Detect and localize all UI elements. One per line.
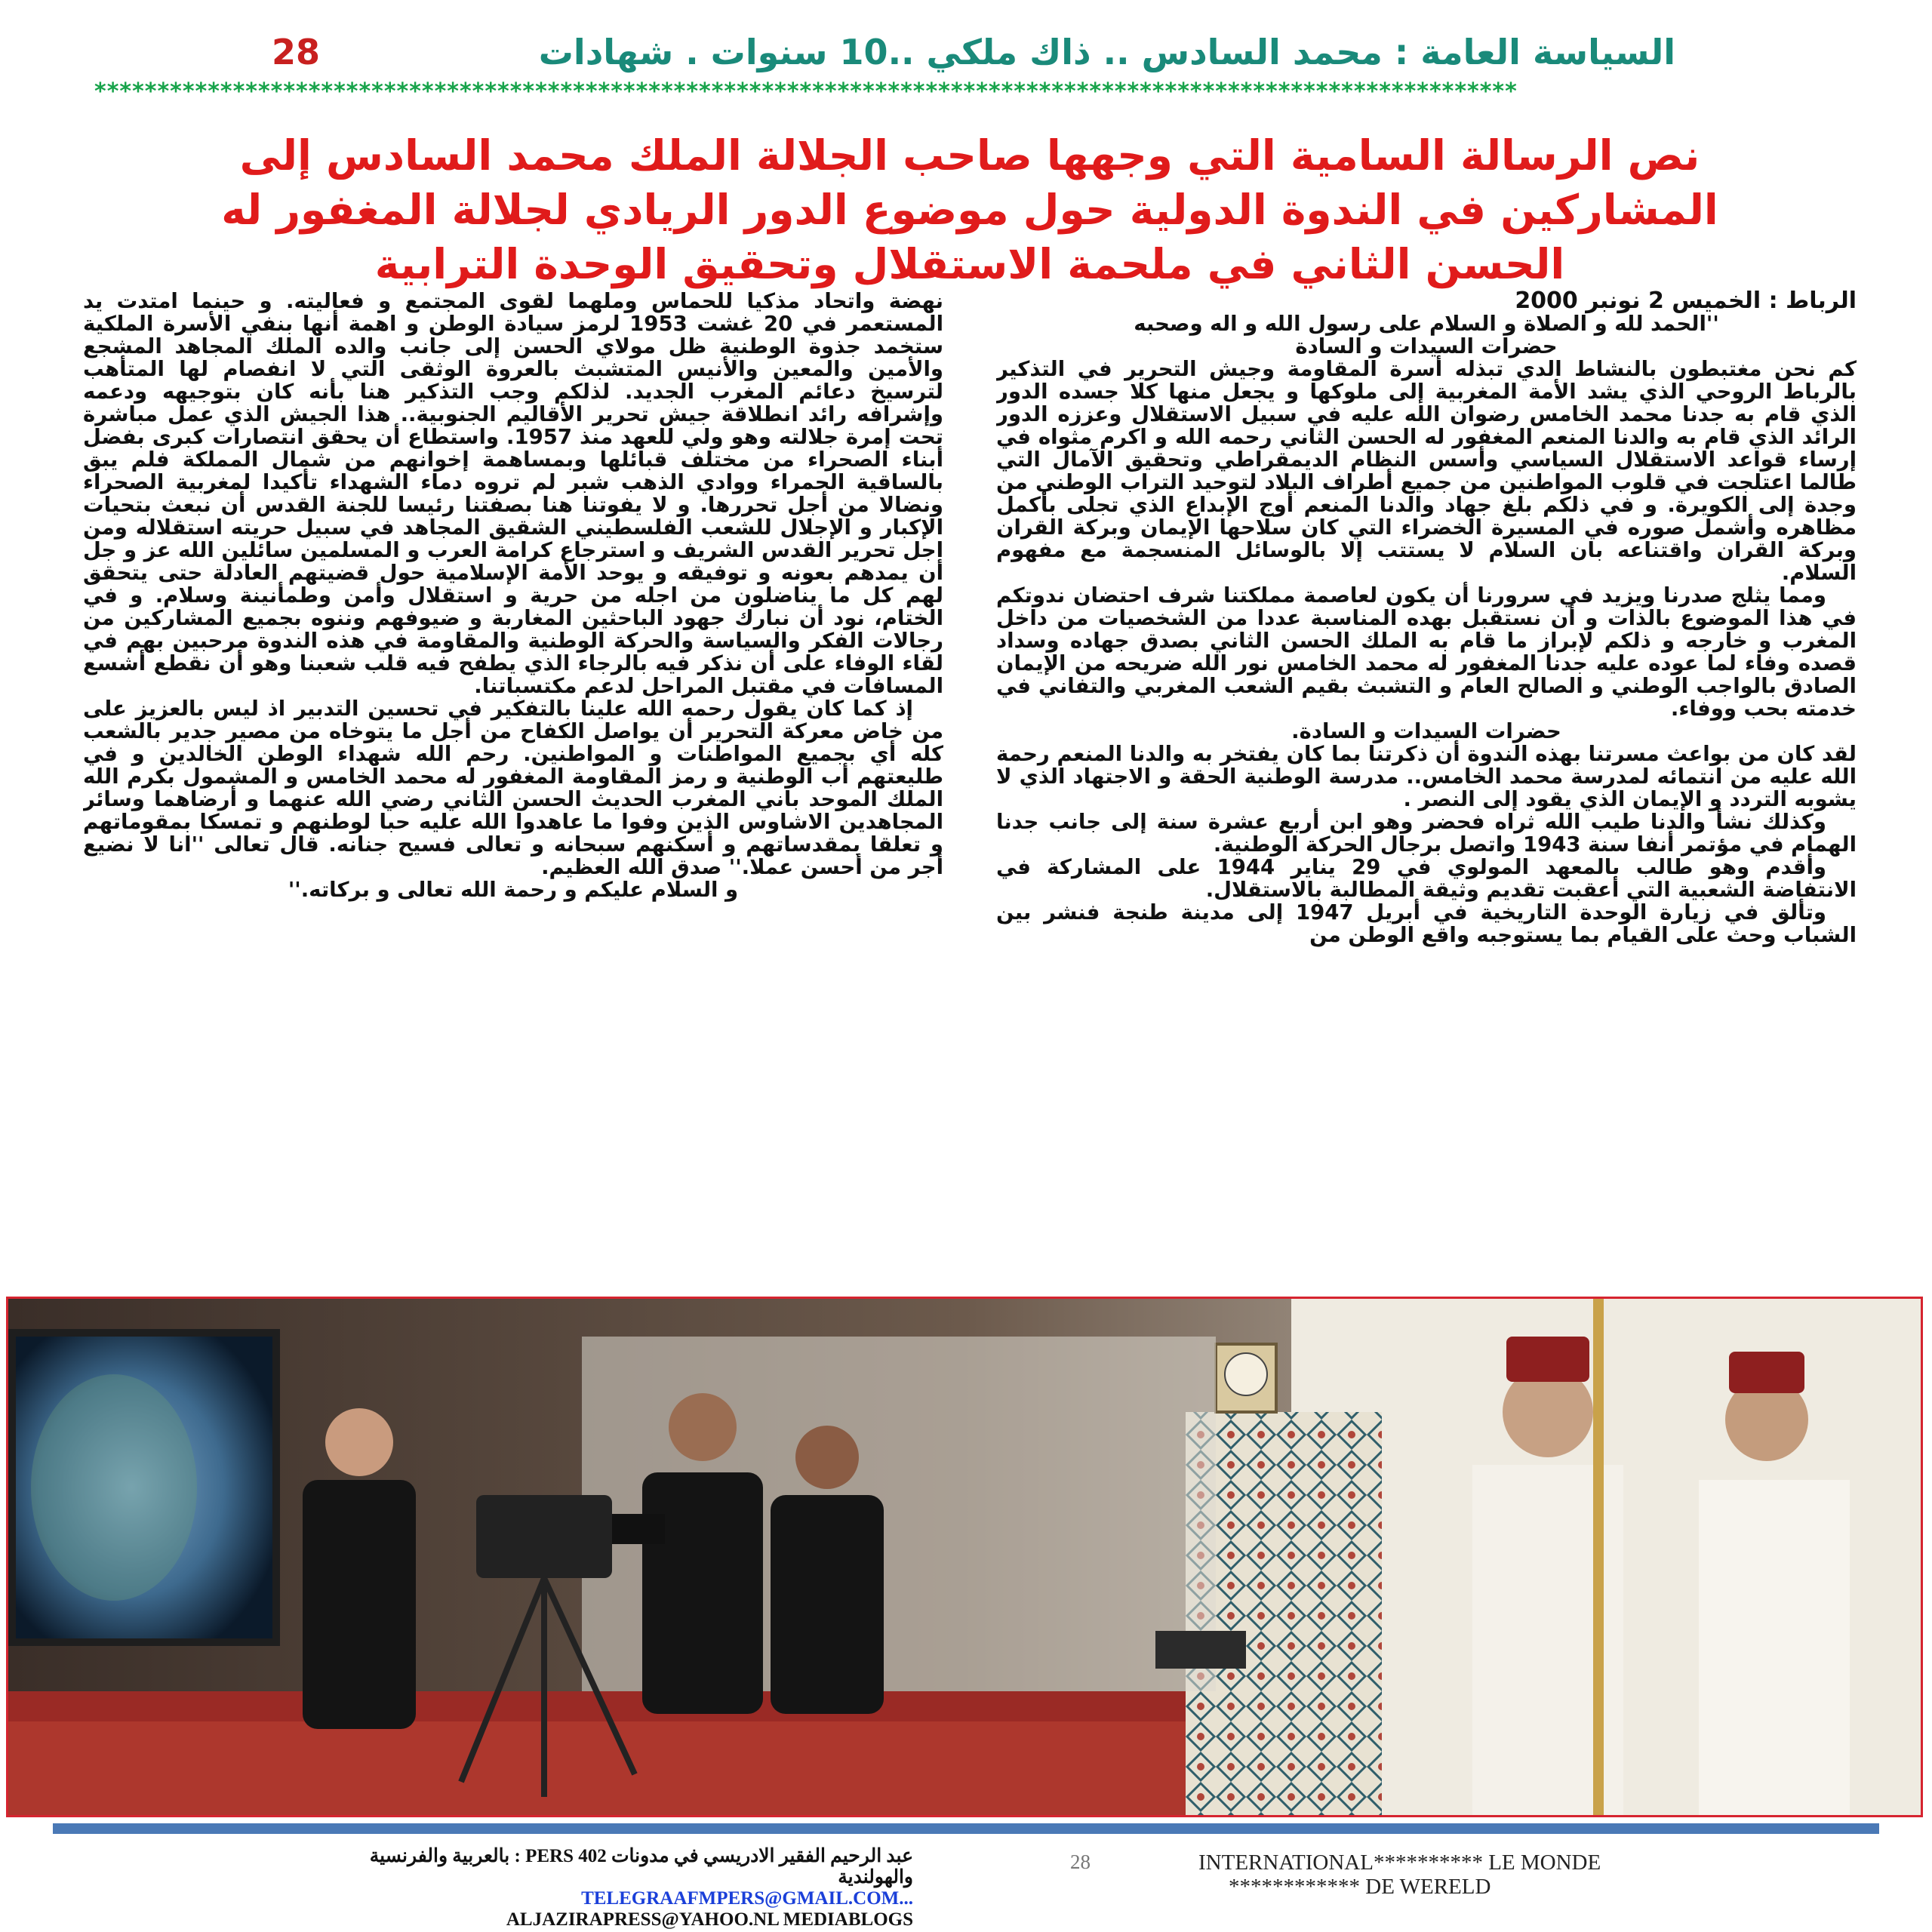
paragraph: كم نحن مغتبطون بالنشاط الدي تبذله أسرة المقاومة وجيش التحرير في التذكير بالرباط الروحي الذي يشد الأمة المغربية إلى ملوكها و يجعل منها كلا جسده الدور الذي قام به جدنا محمد الخامس رضوان الله عليه في سبيل الاستقلال وعززه الدور الرائد الذي قام به والدنا المنعم المغفور له الحسن الثاني رحمه الله و اكرم مثواه في إرساء قواعد الاستقلال السياسي وأسس النظام الديمقراطي وتحقيق الآمال التي طالما اعتلجت في قلوب المواطنين من جميع أطراف البلاد لتوحيد التراب الوطني من وجدة إلى الكويرة. و في ذلكم بلغ جهاد والدنا المنعم أوج الإبداع الذي تجلى بأكمل مظاهره وأشمل صوره في المسيرة الخضراء التي كان سلاحها الإيمان وبركة القران وبركة القران واقتناعه بان السلام لا يستتب إلا بالوسائل المنسجمة مع مفهوم السلام.	[996, 357, 1857, 585]
paragraph: ومما يثلج صدرنا ويزيد في سرورنا أن يكون لعاصمة مملكتنا شرف احتضان ندوتكم في هذا الموضوع بالذات و أن نستقبل بهده المناسبة عددا من الشخصيات من داخل المغرب و خارجه و ذلكم لإبراز ما قام به الملك الحسن الثاني بصدق جهاده وسداد قصده وفاء لما عوده عليه جدنا المغفور له محمد الخامس نور الله ضريحه من الإيمان الصادق بالواجب الوطني و الصالح العام و التشبث بقيم الشعب المغربي والتفاني في خدمته بحب ووفاء.	[996, 583, 1857, 721]
paragraph: وأقدم وهو طالب بالمعهد المولوي في 29 يناير 1944 على المشاركة في الانتفاضة الشعبية التي أعقبت تقديم وثيقة المطالبة بالاستقلال.	[996, 855, 1857, 902]
paragraph: وتألق في زيارة الوحدة التاريخية في أبريل 1947 إلى مدينة طنجة فنشر بين الشباب وحث على القيام بما يستوجبه واقع الوطن من	[996, 900, 1857, 947]
page-number-top: 28	[272, 32, 321, 72]
publication-name-line-1: INTERNATIONAL********** LE MONDE	[1198, 1850, 1601, 1875]
article-column-right	[996, 290, 1857, 1286]
footer-email-link[interactable]: ALJAZIRAPRESS@YAHOO.NL MEDIABLOGS	[506, 1909, 913, 1930]
headline-line-2: المشاركين في الندوة الدولية حول موضوع الدور الريادي لجلالة المغفور له	[221, 186, 1718, 234]
page-number-bottom: 28	[1070, 1850, 1091, 1873]
headline-line-1: نص الرسالة السامية التي وجهها صاحب الجلالة الملك محمد السادس إلى	[239, 131, 1700, 180]
paragraph: إذ كما كان يقول رحمه الله علينا بالتفكير في تحسين التدبير اذ ليس بالعزيز على من خاض معركة التحرير أن يواصل الكفاح من أجل ما يتوخاه من مصير جدير بالشعب كله أي بجميع المواطنات و المواطنين. رحم الله شهداء الوطن الخالدين و في طليعتهم أب الوطنية و رمز المقاومة المغفور له محمد الخامس و المشمول بكرم الله الملك الموحد باني المغرب الحديث الحسن الثاني رضي الله عنهما و أرضاهما وسائر المجاهدين الاشاوس الذين وفوا ما عاهدوا الله عليه حبا لوطنهم و تمسكا بمقوماتهم و تعلقا بمقدساتهم و أسكنهم سبحانه و تعالى فسيح جنانه. قال تعالى ''انا لا نضيع أجر من أحسن عملا.'' صدق الله العظيم.	[83, 697, 943, 879]
article-headline	[91, 128, 1849, 291]
footer-divider	[53, 1823, 1879, 1834]
photo-illustration	[8, 1299, 1921, 1815]
event-photograph	[6, 1297, 1923, 1817]
opening-invocation: ''الحمد لله و الصلاة و السلام على رسول الله و اله وصحبه	[1134, 312, 1719, 336]
headline-line-3: الحسن الثاني في ملحمة الاستقلال وتحقيق الوحدة الترابية	[374, 240, 1565, 288]
footer-author-line: عبد الرحيم الفقير الادريسي في مدونات PERS 402 : بالعربية والفرنسية	[369, 1846, 913, 1866]
section-header-title: السياسة العامة : محمد السادس .. ذاك ملكي ..10 سنوات . شهادات	[538, 32, 1675, 72]
footer-credits	[113, 1846, 913, 1930]
paragraph: وكذلك نشأ والدنا طيب الله ثراه فحضر وهو ابن أربع عشرة سنة إلى جانب جدنا الهمام في مؤتمر أنفا سنة 1943 واتصل برجال الحركة الوطنية.	[996, 810, 1857, 857]
publication-name-line-2: ************ DE WERELD	[1229, 1875, 1491, 1899]
salutation: حضرات السيدات و السادة.	[1291, 719, 1561, 743]
article-column-left	[83, 290, 943, 1271]
dateline: الرباط : الخميس 2 نونبر 2000	[1515, 290, 1857, 314]
footer-publication	[1198, 1850, 1802, 1899]
star-divider: *****************************************************************************************************************	[94, 78, 1518, 105]
paragraph: لقد كان من بواعث مسرتنا بهذه الندوة أن ذكرتنا بما كان يفتخر به والدنا المنعم رحمة الله عليه من انتمائه لمدرسة محمد الخامس.. مدرسة الوطنية الحقة و الاجتهاد الذي لا يشوبه التردد و الإيمان الذي يقود إلى النصر .	[996, 742, 1857, 811]
footer-languages-line: والهولندية	[838, 1867, 913, 1887]
paragraph: نهضة واتحاد مذكيا للحماس وملهما لقوى المجتمع و فعاليته. و حينما امتدت يد المستعمر في 20 غشت 1953 لرمز سيادة الوطن و اهمة أنها بنفي الأسرة الملكية ستخمد جذوة الوطنية ظل مولاي الحسن إلى جانب والده الملك المجاهد المشجع والأمين والمعين والأنيس المتشبث بالعروة الوثقى التي لا انفصام لها المتأهب لترسيخ دعائم المغرب الجديد. لذلكم وجب التذكير هنا بأنه كان بتوجيهه ودعمه وإشرافه رائد انطلاقة جيش تحرير الأقاليم الجنوبية.. هذا الجيش الذي عمل مباشرة تحت إمرة جلالته وهو ولي للعهد منذ 1957. واستطاع أن يحقق انتصارات كبرى بفضل أبناء الصحراء من مختلف قبائلها وبمساهمة إخوانهم من شمال المملكة فلم يبق بالساقية الحمراء ووادي الذهب شبر لم تروه دماء الشهداء تأكيدا لمغربية الصحراء ونضالا من أجل تحررها. و لا يفوتنا هنا بصفتنا رئيسا للجنة القدس أن نبعث بتحيات الإكبار و الإجلال للشعب الفلسطيني الشقيق المجاهد في سبيل حريته استقلاله ومن اجل تحرير القدس الشريف و استرجاع كرامة العرب و المسلمين سائلين الله عز و جل أن يمدهم بعونه و توفيقه و يوحد الأمة الإسلامية حول قضيتهم العادلة حتى يتحقق لهم كل ما يناضلون من اجله من حرية و استقلال وأمن وطمأنينة وسلام. و في الختام، نود أن نبارك جهود الباحثين المغاربة و ضيوفهم وننوه بجميع المشاركين من رجالات الفكر والسياسة والحركة الوطنية والمقاومة في هذه الندوة مرحبين بهم في لقاء الوفاء على أن نذكر فيه بالرجاء الذي يطفح فيه قلب شعبنا وهو أن نقطع أشسع المسافات في مقتبل المراحل لدعم مكتسباتنا.	[83, 290, 943, 698]
footer-email-link[interactable]: TELEGRAAFMPERS@GMAIL.COM...	[581, 1888, 913, 1909]
closing-greeting: و السلام عليكم و رحمة الله تعالى و بركاته.''	[288, 878, 739, 902]
salutation: حضرات السيدات و السادة	[1295, 334, 1558, 358]
